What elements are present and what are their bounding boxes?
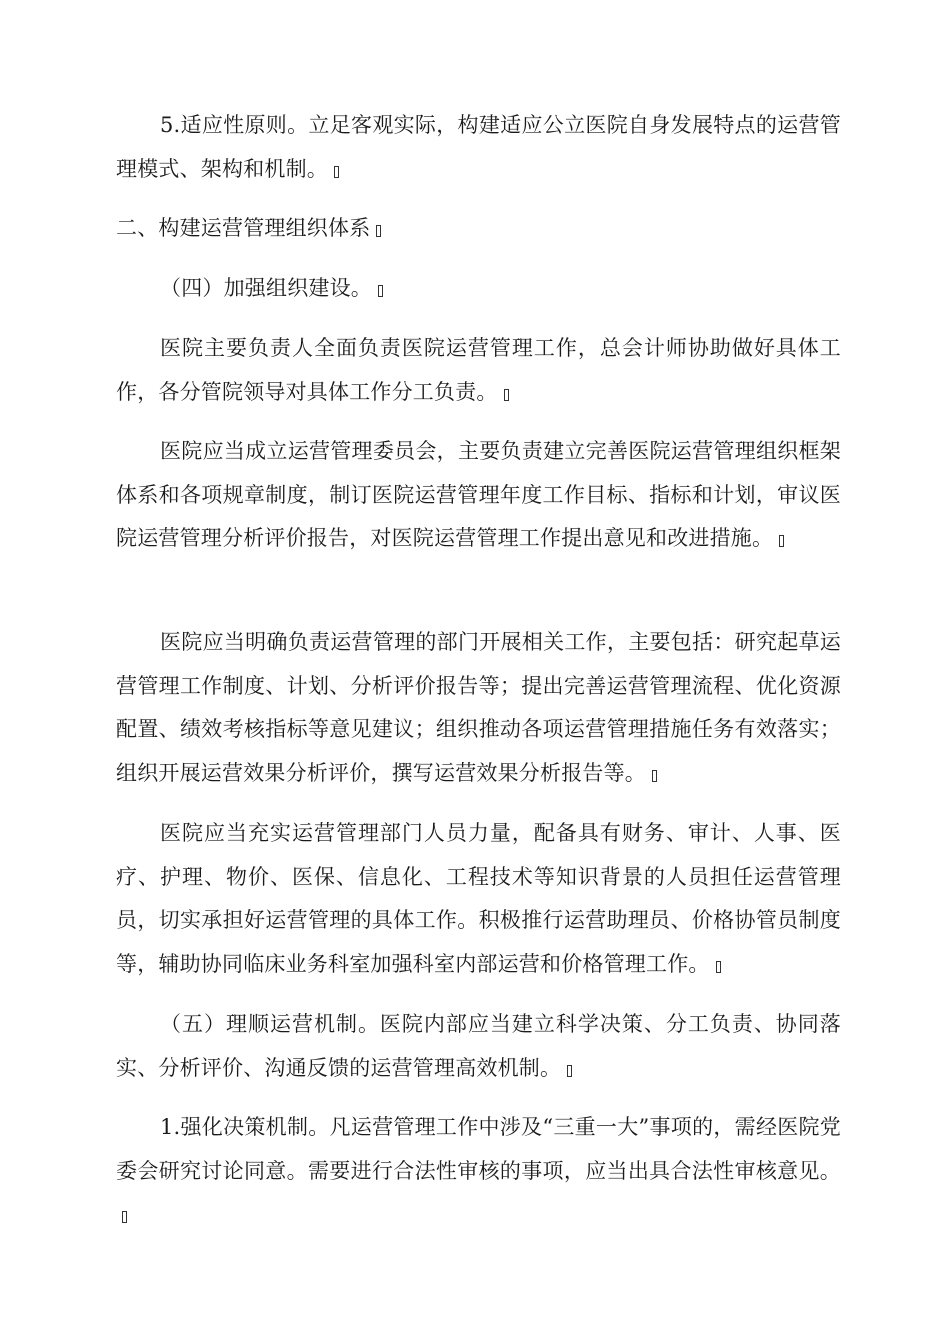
paragraph-decision-mechanism — [116, 1106, 841, 1237]
paragraph-adaptability-principle — [116, 104, 841, 191]
paragraph-mark-icon — [378, 285, 383, 297]
paragraph-hospital-leadership — [116, 327, 841, 414]
paragraph-mark-icon — [716, 961, 721, 973]
paragraph-mark-icon — [504, 389, 509, 401]
paragraph-text: 1.强化决策机制。凡运营管理工作中涉及“三重一大”事项的，需经医院党委会研究讨论同意。需要进行合法性审核的事项，应当出具合法性审核意见。 — [116, 1115, 841, 1183]
paragraph-mark-icon — [779, 535, 784, 547]
paragraph-text: 医院应当充实运营管理部门人员力量，配备具有财务、审计、人事、医疗、护理、物价、医保、信息化、工程技术等知识背景的人员担任运营管理员，切实承担好运营管理的具体工作。积极推行运营助理员、价格协管员制度等，辅助协同临床业务科室加强科室内部运营和价格管理工作。 — [116, 821, 841, 976]
paragraph-mark-icon — [122, 1211, 127, 1223]
paragraph-mark-icon — [652, 770, 657, 782]
paragraph-mark-icon — [334, 166, 339, 178]
paragraph-management-committee — [116, 430, 841, 561]
paragraph-operation-mechanism — [116, 1003, 841, 1090]
paragraph-text: 医院应当明确负责运营管理的部门开展相关工作，主要包括：研究起草运营管理工作制度、计划、分析评价报告等；提出完善运营管理流程、优化资源配置、绩效考核指标等意见建议；组织推动各项运营管理措施任务有效落实；组织开展运营效果分析评价，撰写运营效果分析报告等。 — [116, 630, 841, 785]
section-heading-organization-system — [116, 207, 841, 251]
paragraph-staffing — [116, 812, 841, 986]
paragraph-text: 5.适应性原则。立足客观实际，构建适应公立医院自身发展特点的运营管理模式、架构和机制。 — [116, 113, 841, 181]
paragraph-responsible-department — [116, 621, 841, 795]
subheading-organization-building — [116, 267, 841, 311]
paragraph-mark-icon — [567, 1065, 572, 1077]
paragraph-text: （五）理顺运营机制。医院内部应当建立科学决策、分工负责、协同落实、分析评价、沟通反馈的运营管理高效机制。 — [116, 1012, 841, 1080]
heading-text: 二、构建运营管理组织体系 — [116, 216, 371, 240]
heading-text: （四）加强组织建设。 — [160, 276, 372, 300]
paragraph-mark-icon — [376, 225, 381, 237]
paragraph-text: 医院主要负责人全面负责医院运营管理工作，总会计师协助做好具体工作，各分管院领导对具体工作分工负责。 — [116, 336, 841, 404]
paragraph-text: 医院应当成立运营管理委员会，主要负责建立完善医院运营管理组织框架体系和各项规章制度，制订医院运营管理年度工作目标、指标和计划，审议医院运营管理分析评价报告，对医院运营管理工作提出意见和改进措施。 — [116, 439, 841, 550]
